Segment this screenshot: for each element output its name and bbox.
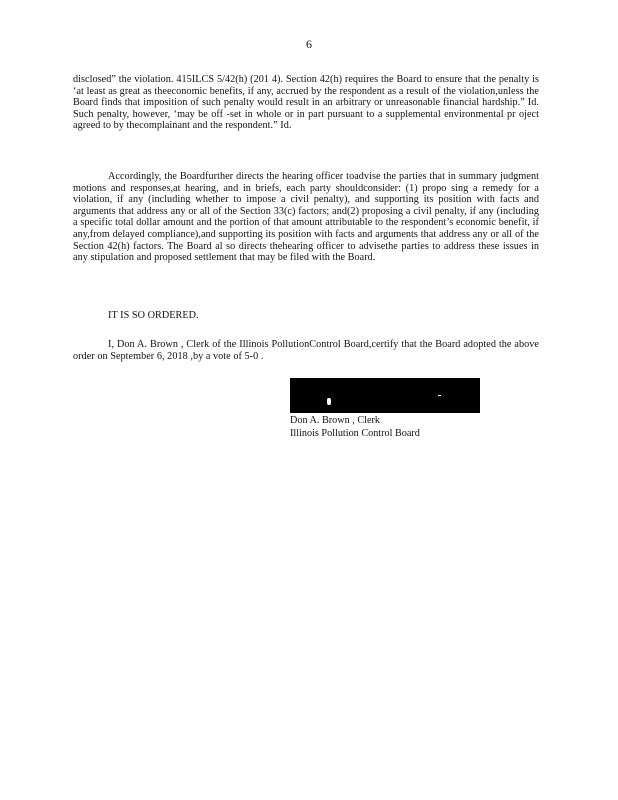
clerk-org-line: Illinois Pollution Control Board (290, 428, 420, 439)
so-ordered-line: IT IS SO ORDERED. (108, 310, 199, 321)
paragraph-hearing-officer-directions: Accordingly, the Boardfurther directs the hearing officer toadvise the parties that in summary judgment motions and responses,at hearing, and in briefs, each party shouldconsider: (1) propo sing a remedy for a violation, if any (including whether to impose a civil penalty), and supporting its position with facts and arguments that address any or all of the Section 33(c) factors; and(2) proposing a civil penalty, if any (including a specific total dollar amount and the portion of that amount attributable to the respondent’s economic benefit, if any,from delayed compliance),and supporting its position with facts and arguments that address any or all of the Section 42(h) factors. The Board al so directs thehearing officer to advisethe parties to address these issues in any stipulation and proposed settlement that may be filed with the Board. (73, 171, 539, 264)
clerk-certification: I, Don A. Brown , Clerk of the Illinois PollutionControl Board,certify that the Board adopted the above order on September 6, 2018 ,by a vote of 5-0 . (73, 339, 539, 362)
paragraph-penalty-continuation: disclosed” the violation. 415ILCS 5/42(h) (201 4). Section 42(h) requires the Board to ensure that the penalty is ‘at least as great as theeconomic benefits, if any, accrued by the respondent as a result of the violation,unless the Board finds that imposition of such penalty would result in an arbitrary or unreasonable financial hardship.” Id. Such penalty, however, ‘may be off -set in whole or in part pursuant to a supplemental environmental pr oject agreed to by thecomplainant and the respondent.” Id. (73, 74, 539, 132)
signature-mark (327, 398, 331, 405)
signature-redaction (290, 378, 480, 413)
signature-mark (438, 395, 441, 396)
clerk-name-line: Don A. Brown , Clerk (290, 415, 380, 426)
signature-block (290, 378, 480, 440)
page-number: 6 (306, 37, 312, 51)
